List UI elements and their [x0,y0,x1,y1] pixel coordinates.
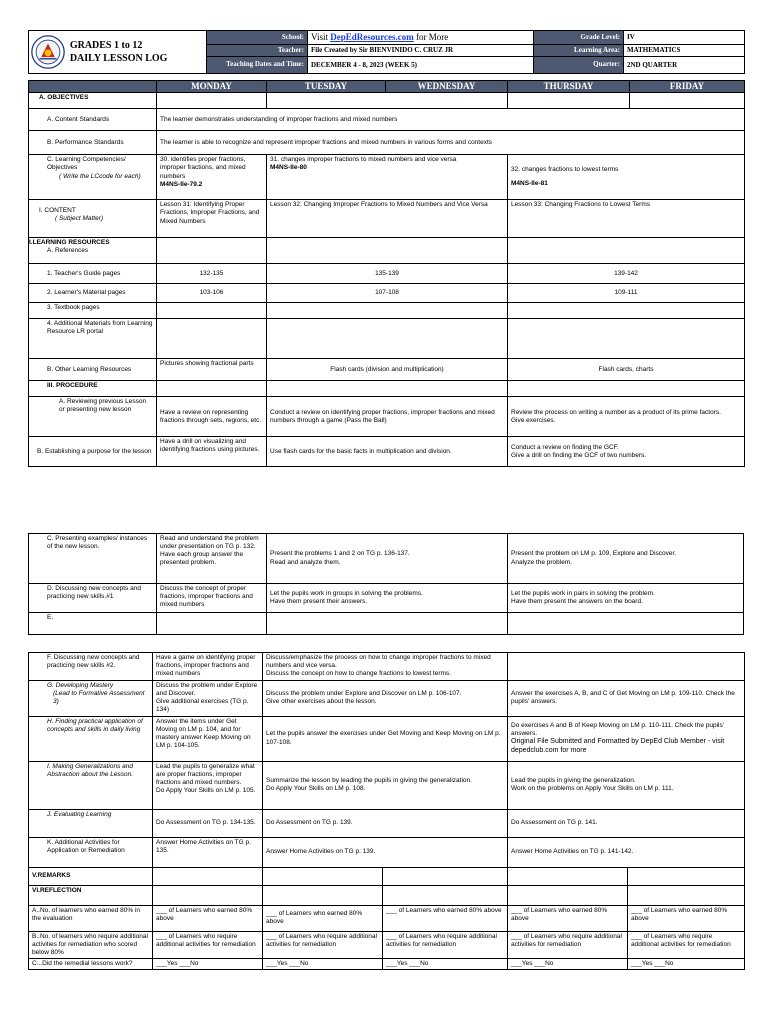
procedure-e-monday [157,613,267,635]
competency-monday-code: M4NS-IIe-79.2 [160,180,203,188]
procedure-d-label: D. Discussing new concepts and practicing new skills.#1 [29,584,157,613]
procedure-j-monday: Do Assessment on TG p. 134-135. [153,809,263,837]
competency-thursday [508,155,745,200]
procedure-i-thursday: Lead the pupils in giving the generalization. Work on the problems on Apply Your Skills on LM p. 111. [508,761,745,809]
textbook-pages-label: 3. Textbook pages [29,303,157,319]
procedure-h-thursday [508,716,745,761]
procedure-j-thursday: Do Assessment on TG p. 141. [508,809,745,837]
remarks-wednesday[interactable] [383,867,508,885]
references-thursday [508,238,745,264]
reflection-b-label: B..No. of learners who require additional activities for remediation who scored below 80% [29,931,153,958]
reflection-a-label: A..No. of learners who earned 80% in the evaluation [29,905,153,931]
quarter-label: Quarter: [534,57,624,74]
procedure-i-monday: Lead the pupils to generalize what are proper fractions, improper fractions and mixed numbers. Do Apply Your Skills on LM p. 105. [153,761,263,809]
quarter-value: 2ND QUARTER [624,57,745,74]
header-title-line1: GRADES 1 to 12 [69,39,143,51]
remarks-label: V.REMARKS [29,867,153,885]
procedure-a-monday: Have a review on representing fractions through sets, regions, etc. [157,397,267,437]
resources-label [29,238,157,264]
additional-materials-label: 4. Additional Materials from Learning Resource LR portal [29,319,157,359]
competencies-title: C. Learning Competencies/ Objectives [47,156,126,172]
procedure-g-monday: Discuss the problem under Explore and Discover. Give additional exercises (TG p. 134) [153,681,263,717]
procedure-b-label: B. Establishing a purpose for the lesson [29,437,157,467]
reflection-thursday[interactable] [508,885,628,905]
objectives-tue-wed [267,93,508,109]
day-header-wednesday: WEDNESDAY [386,81,508,93]
tg-pages-thursday: 139-142 [508,264,745,284]
procedure-h-thursday-text: Do exercises A and B of Keep Moving on LM p. 110-111. Check the pupils' answers. [511,721,724,737]
other-resources-tuesday: Flash cards (division and multiplication) [267,359,508,381]
procedure-h-tuesday: Let the pupils answer the exercises under Get Moving and Keep Moving on LM p. 107-108. [263,716,508,761]
dates-label: Teaching Dates and Time: [207,57,308,74]
reflection-b-wednesday[interactable]: ___ of Learners who require additional activities for remediation [383,931,508,958]
procedure-k-thursday: Answer Home Activities on TG p. 141-142. [508,837,745,867]
procedure-a-thursday: Review the process on writing a number as a product of its prime factors. Give exercises. [508,397,745,437]
lesson-log-table-part3 [28,652,745,970]
reflection-c-thursday[interactable]: ___Yes ___No [508,958,628,969]
procedure-e-thursday [508,613,744,635]
grade-level-value: IV [624,31,745,45]
tg-pages-tuesday: 135-139 [267,264,508,284]
additional-materials-monday [157,319,267,359]
remarks-tuesday[interactable] [263,867,383,885]
school-prefix: Visit [311,32,331,42]
references-label: A. References [47,247,89,255]
reflection-b-friday[interactable]: ___ of Learners who require additional activities for remediation [628,931,745,958]
procedure-d-monday: Discuss the concept of proper fractions, improper fractions and mixed numbers [157,584,267,613]
procedure-f-thursday [508,653,745,681]
procedure-heading: III. PROCEDURE [29,381,157,397]
objectives-mon [157,93,267,109]
procedure-a-tuesday: Conduct a review on identifying proper fractions, improper fractions and mixed numbers through a game (Pass the Ball) [267,397,508,437]
deped-seal-icon [31,35,65,69]
competency-thursday-code: M4NS-IIe-81 [511,180,548,188]
objectives-thu [508,93,630,109]
reflection-b-monday[interactable]: ___ of Learners who require additional activities for remediation [153,931,263,958]
objectives-fri [630,93,745,109]
tg-pages-label: 1. Teacher's Guide pages [29,264,157,284]
header-logo-cell [29,31,207,74]
reflection-friday[interactable] [628,885,745,905]
competency-monday [157,155,267,200]
competency-thursday-text: 32. changes fractions to lowest terms [511,166,619,174]
competency-tuesday-code: M4NS-IIe-80 [270,164,307,172]
procedure-h-monday: Answer the items under Get Moving on LM p. 104, and for mastery answer Keep Moving on LM p. 104-105. [153,716,263,761]
reflection-wednesday[interactable] [383,885,508,905]
procedure-g-title: G. Developing Mastery [47,682,114,689]
header-table [28,30,745,74]
reflection-a-tuesday[interactable]: ___ of Learners who earned 80% above [263,905,383,931]
reflection-a-thursday[interactable]: ___ of Learners who earned 80% above [508,905,628,931]
reflection-a-wednesday[interactable]: ___ of Learners who earned 80% above [383,905,508,931]
procedure-j-label: J. Evaluating Learning [29,809,153,837]
learning-area-value: MATHEMATICS [624,45,745,57]
learning-area-label: Learning Area: [534,45,624,57]
deped-resources-link[interactable]: DepEdResources.com [330,32,414,42]
procedure-thursday [508,381,745,397]
teacher-value: File Created by Sir BIENVINIDO C. CRUZ JR [308,45,534,57]
procedure-f-tuesday: Discuss/emphasize the process on how to change improper fractions to mixed numbers and vice versa. Discuss the concept on how to change fractions to lowest terms. [263,653,508,681]
school-label: School: [207,31,308,45]
procedure-e-label: E. [29,613,157,635]
reflection-c-monday[interactable]: ___Yes ___No [153,958,263,969]
reflection-monday[interactable] [153,885,263,905]
competency-tuesday-text: 31. changes improper fractions to mixed numbers and vice versa [270,156,457,164]
procedure-monday [157,381,267,397]
teacher-label: Teacher: [207,45,308,57]
procedure-tuesday [267,381,508,397]
procedure-g-label [29,681,153,717]
additional-materials-tuesday [267,319,508,359]
procedure-c-thursday: Present the problem on LM p. 109, Explore and Discover. Analyze the problem. [508,534,744,584]
additional-materials-thursday [508,319,745,359]
performance-standards-label: B. Performance Standards [29,131,157,155]
reflection-c-label: C...Did the remedial lessons work? [29,958,153,969]
lm-pages-label: 2. Learner's Material pages [29,284,157,303]
day-header-monday: MONDAY [157,81,267,93]
procedure-i-tuesday: Summarize the lesson by leading the pupils in giving the generalization. Do Apply Your Skills on LM p. 108. [263,761,508,809]
dates-value: DECEMBER 4 - 8, 2023 (WEEK 5) [308,57,534,74]
procedure-c-label: C. Presenting examples/ instances of the new lesson. [29,534,157,584]
content-tuesday: Lesson 32: Changing Improper Fractions to Mixed Numbers and Vice Versa [267,200,508,238]
reflection-b-thursday[interactable]: ___ of Learners who require additional activities for remediation [508,931,628,958]
content-note: ( Subject Matter) [55,215,104,223]
procedure-g-thursday: Answer the exercises A, B, and C of Get Moving on LM p. 109-110. Check the pupils' answers. [508,681,745,717]
remarks-thursday[interactable] [508,867,628,885]
procedure-c-monday: Read and understand the problem under presentation on TG p. 132. Have each group answer the presented problem. [157,534,267,584]
day-header-thursday: THURSDAY [508,81,630,93]
procedure-b-tuesday: Use flash cards for the basic facts in multiplication and division. [267,437,508,467]
lm-pages-tuesday: 107-108 [267,284,508,303]
procedure-e-tuesday [267,613,508,635]
textbook-pages-monday [157,303,267,319]
lesson-log-table-part2 [28,533,744,635]
procedure-b-thursday: Conduct a review on finding the GCF. Give a drill on finding the GCF of two numbers. [508,437,745,467]
reflection-c-tuesday[interactable]: ___Yes ___No [263,958,383,969]
lm-pages-thursday: 109-111 [508,284,745,303]
remarks-friday[interactable] [628,867,745,885]
lm-pages-monday: 103-106 [157,284,267,303]
procedure-a-label: A. Reviewing previous Lesson or presenting new lesson [29,397,157,437]
content-monday: Lesson 31: Identifying Proper Fractions, Improper Fractions, and Mixed Numbers [157,200,267,238]
school-value [308,31,534,45]
content-standards-value: The learner demonstrates understanding of improper fractions and mixed numbers [157,109,745,131]
procedure-d-tuesday: Let the pupils work in groups in solving the problems. Have them present their answers. [267,584,508,613]
reflection-c-friday[interactable]: ___Yes ___No [628,958,745,969]
procedure-k-tuesday: Answer Home Activities on TG p. 139. [263,837,508,867]
textbook-pages-thursday [508,303,745,319]
tg-pages-monday: 132-135 [157,264,267,284]
procedure-g-tuesday: Discuss the problem under Explore and Discover on LM p. 106-107. Give other exercises about the lesson. [263,681,508,717]
procedure-k-label: K. Additional Activities for Application or Remediation [29,837,153,867]
procedure-b-monday: Have a drill on visualizing and identifying fractions using pictures. [157,437,267,467]
reflection-b-tuesday[interactable]: ___ of Learners who require additional activities for remediation [263,931,383,958]
competencies-label [29,155,157,200]
procedure-g-note: (Lead to Formative Assessment 3) [53,690,145,706]
procedure-k-monday: Answer Home Activities on TG p. 135. [153,837,263,867]
reflection-a-monday[interactable]: ___ of Learners who earned 80% above [153,905,263,931]
reflection-label: VI.REFLECTION [29,885,153,905]
references-monday [157,238,267,264]
day-header-blank [29,81,157,93]
procedure-i-label: I. Making Generalizations and Abstraction about the Lesson. [29,761,153,809]
remarks-monday[interactable] [153,867,263,885]
header-title-line2: DAILY LESSON LOG [69,53,168,64]
textbook-pages-tuesday [267,303,508,319]
procedure-j-tuesday: Do Assessment on TG p. 139. [263,809,508,837]
content-label [29,200,157,238]
lesson-log-table-part1 [28,80,745,467]
references-tuesday [267,238,508,264]
deped-club-note: Original File Submitted and Formatted by DepEd Club Member - visit depedclub.com for more [511,737,725,754]
competency-monday-text: 30. identifies proper fractions, improper fractions, and mixed numbers [160,156,246,180]
procedure-f-monday: Have a game on identifying proper fractions, improper fractions and mixed numbers [153,653,263,681]
day-header-tuesday: TUESDAY [267,81,386,93]
grade-level-label: Grade Level: [534,31,624,45]
procedure-d-thursday: Let the pupils work in pairs in solving the problem. Have them present the answers on the board. [508,584,744,613]
reflection-tuesday[interactable] [263,885,383,905]
competency-tuesday [267,155,508,200]
procedure-f-label: F. Discussing new concepts and practicing new skills #2. [29,653,153,681]
content-title: I. CONTENT [39,207,76,215]
other-resources-label: B. Other Learning Resources [29,359,157,381]
other-resources-monday: Pictures showing fractional parts [157,359,267,381]
header-title [70,39,168,66]
reflection-c-wednesday[interactable]: ___Yes ___No [383,958,508,969]
other-resources-thursday: Flash cards, charts [508,359,745,381]
content-thursday: Lesson 33: Changing Fractions to Lowest Terms [508,200,745,238]
procedure-c-tuesday: Present the problems 1 and 2 on TG p. 136-137. Read and analyze them. [267,534,508,584]
objectives-heading: A. OBJECTIVES [29,93,157,109]
content-standards-label: A. Content Standards [29,109,157,131]
procedure-h-label: H. Finding practical application of concepts and skills in daily living [29,716,153,761]
day-header-friday: FRIDAY [630,81,745,93]
performance-standards-value: The learner is able to recognize and represent improper fractions and mixed numbers in various forms and contexts [157,131,745,155]
school-suffix: for More [413,32,449,42]
resources-title: I.LEARNING RESOURCES [29,239,110,247]
reflection-a-friday[interactable]: ___ of Learners who earned 80% above [628,905,745,931]
competencies-note: ( Write the LCcode for each) [59,172,141,180]
